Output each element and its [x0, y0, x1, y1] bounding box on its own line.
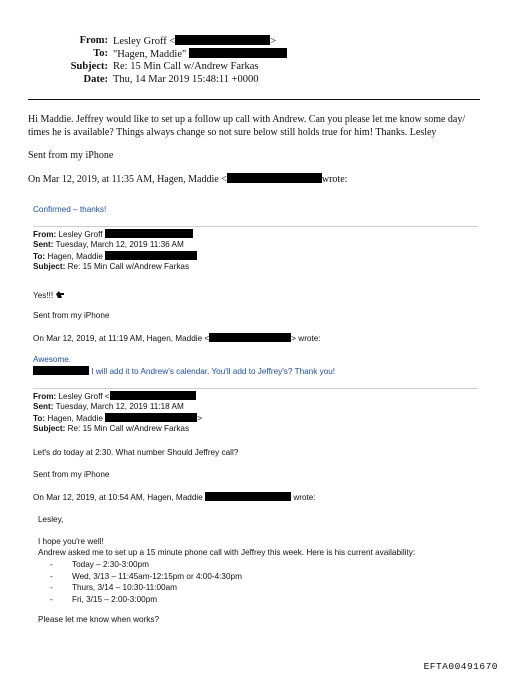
document-id: EFTA00491670 [423, 661, 498, 672]
list-item: - Wed, 3/13 – 11:45am-12:15pm or 4:00-4:30pm [50, 571, 242, 581]
body-line: I hope you're well! [38, 537, 104, 546]
redaction [205, 492, 291, 501]
quote-attribution [28, 173, 347, 185]
redaction [175, 35, 270, 45]
reply-text: I will add it to Andrew's calendar. You'll add to Jeffrey's? Thank you! [33, 366, 335, 376]
list-item: - Thurs, 3/14 – 10:30-11:00am [50, 583, 177, 592]
to-value: "Hagen, Maddie" [113, 49, 187, 60]
quote-attribution: On Mar 12, 2019, at 11:19 AM, Hagen, Maddie < > wrote: [33, 334, 321, 343]
quote-attribution: On Mar 12, 2019, at 10:54 AM, Hagen, Maddie wrote: [33, 493, 316, 502]
date-label: Date: [83, 74, 108, 85]
from-label: From: [79, 35, 108, 46]
greeting: Lesley, [38, 515, 64, 524]
from-value: Lesley Groff < [113, 36, 176, 47]
header-divider [28, 99, 480, 100]
list-item: - Fri, 3/15 – 2:00-3:00pm [50, 594, 158, 604]
redaction [105, 413, 197, 422]
redaction [209, 333, 291, 342]
redaction [227, 173, 322, 183]
divider [33, 388, 478, 389]
meta-from: From: Lesley Groff < [33, 391, 196, 401]
body-line: Andrew asked me to set up a 15 minute phone call with Jeffrey this week. Here is his current availability: [38, 548, 416, 557]
header-from-row: From: Lesley Groff < > [28, 35, 478, 48]
redaction [105, 229, 193, 238]
sent-from-iphone: Sent from my iPhone [33, 470, 110, 479]
reply-text: Yes!!! [33, 290, 65, 300]
sent-from-iphone: Sent from my iPhone [33, 311, 110, 320]
date-value: Thu, 14 Mar 2019 15:48:11 +0000 [113, 74, 259, 85]
header-date-row [28, 74, 478, 87]
meta-sent: Sent: Tuesday, March 12, 2019 11:36 AM [33, 240, 184, 249]
header-to-row [28, 48, 478, 61]
pointing-hand-icon [55, 290, 65, 299]
body-line: Hi Maddie. Jeffrey would like to set up a follow up call with Andrew. Can you please let me know some day/ [28, 114, 466, 125]
reply-text: Let's do today at 2:30. What number Should Jeffrey call? [33, 448, 239, 457]
subject-value: Re: 15 Min Call w/Andrew Farkas [113, 61, 259, 72]
quote-prefix: On Mar 12, 2019, at 11:35 AM, Hagen, Maddie < [28, 174, 227, 185]
reply-text: Confirmed – thanks! [33, 205, 107, 214]
sent-from-iphone: Sent from my iPhone [28, 150, 114, 161]
to-label: To: [93, 48, 108, 59]
redaction [33, 366, 89, 375]
quote-suffix: wrote: [321, 174, 348, 185]
closing: Please let me know when works? [38, 615, 160, 624]
list-item: - Today – 2:30-3:00pm [50, 560, 149, 569]
header-subject-row [28, 61, 478, 74]
meta-to: To: Hagen, Maddie > [33, 414, 203, 423]
reply-text: Awesome. [33, 355, 72, 364]
subject-label: Subject: [70, 61, 108, 72]
meta-sent: Sent: Tuesday, March 12, 2019 11:18 AM [33, 402, 184, 411]
redaction [189, 48, 287, 58]
redaction [110, 391, 196, 400]
meta-to: To: Hagen, Maddie [33, 251, 197, 261]
availability-list [50, 560, 470, 606]
meta-from: From: Lesley Groff [33, 229, 193, 239]
meta-subject: Subject: Re: 15 Min Call w/Andrew Farkas [33, 262, 190, 271]
body-line: times he is available? Things always change so not sure below still holds true for him! Thanks. Lesley [28, 127, 437, 138]
meta-subject: Subject: Re: 15 Min Call w/Andrew Farkas [33, 424, 190, 433]
divider [33, 226, 478, 227]
redaction [105, 251, 197, 260]
